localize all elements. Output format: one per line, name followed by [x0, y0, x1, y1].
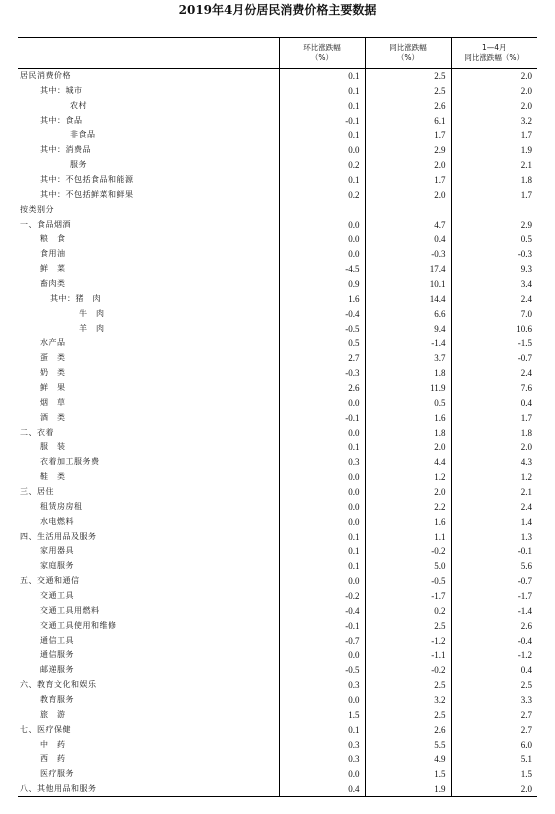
- table-row: [18, 529, 537, 544]
- table-row: [18, 143, 537, 158]
- yoy-value: 1.6: [365, 514, 451, 529]
- yoy-value: 6.1: [365, 113, 451, 128]
- table-row: [18, 395, 537, 410]
- table-row: [18, 277, 537, 292]
- ytd-value: 1.4: [451, 514, 537, 529]
- ytd-value: 2.4: [451, 291, 537, 306]
- yoy-value: 2.5: [365, 69, 451, 84]
- mom-value: 0.0: [279, 217, 365, 232]
- mom-value: 0.1: [279, 98, 365, 113]
- row-label: 非食品: [70, 130, 96, 140]
- ytd-value: [451, 202, 537, 217]
- ytd-value: 2.0: [451, 83, 537, 98]
- ytd-value: -1.7: [451, 589, 537, 604]
- yoy-value: [365, 202, 451, 217]
- row-label: 通信服务: [40, 650, 74, 660]
- page-title: 2019年4月份居民消费价格主要数据: [178, 3, 377, 17]
- row-label: 其中：猪 肉: [50, 293, 101, 303]
- ytd-value: 9.3: [451, 262, 537, 277]
- header-yoy-line2: （%）: [396, 53, 420, 62]
- yoy-value: 3.7: [365, 351, 451, 366]
- table-row: [18, 113, 537, 128]
- ytd-value: 4.3: [451, 455, 537, 470]
- row-label: 通信工具: [40, 635, 74, 645]
- row-label: 三、居住: [20, 486, 54, 496]
- header-ytd-line1: 1—4月: [481, 43, 507, 52]
- row-label: 教育服务: [40, 695, 74, 705]
- table-row: [18, 128, 537, 143]
- ytd-value: 3.2: [451, 113, 537, 128]
- mom-value: 0.1: [279, 559, 365, 574]
- yoy-value: 11.9: [365, 381, 451, 396]
- row-label: 八、其他用品和服务: [20, 783, 97, 793]
- table-row: [18, 425, 537, 440]
- yoy-value: 2.6: [365, 98, 451, 113]
- mom-value: 0.1: [279, 69, 365, 84]
- row-label: 鲜 果: [40, 382, 66, 392]
- ytd-value: 3.4: [451, 277, 537, 292]
- row-label: 二、衣着: [20, 427, 54, 437]
- cpi-table: [18, 37, 537, 797]
- yoy-value: 2.0: [365, 440, 451, 455]
- row-label: 水产品: [40, 338, 66, 348]
- mom-value: 0.0: [279, 693, 365, 708]
- row-label: 其中：不包括食品和能源: [40, 174, 134, 184]
- yoy-value: 4.4: [365, 455, 451, 470]
- yoy-value: 1.2: [365, 470, 451, 485]
- row-label: 五、交通和通信: [20, 576, 80, 586]
- yoy-value: -0.2: [365, 663, 451, 678]
- row-label: 医疗服务: [40, 769, 74, 779]
- mom-value: 0.2: [279, 158, 365, 173]
- row-label: 家庭服务: [40, 561, 74, 571]
- yoy-value: -1.7: [365, 589, 451, 604]
- ytd-value: 2.0: [451, 440, 537, 455]
- row-label: 鞋 类: [40, 472, 66, 482]
- ytd-value: 1.3: [451, 529, 537, 544]
- ytd-value: 2.0: [451, 69, 537, 84]
- row-label: 农村: [70, 100, 87, 110]
- yoy-value: -0.3: [365, 247, 451, 262]
- yoy-value: 5.0: [365, 559, 451, 574]
- mom-value: 0.0: [279, 485, 365, 500]
- row-label: 牛 肉: [79, 308, 105, 318]
- row-label: 六、教育文化和娱乐: [20, 680, 97, 690]
- yoy-value: 3.2: [365, 693, 451, 708]
- table-row: [18, 455, 537, 470]
- yoy-value: 4.7: [365, 217, 451, 232]
- mom-value: 0.0: [279, 470, 365, 485]
- ytd-value: 10.6: [451, 321, 537, 336]
- row-label: 奶 类: [40, 368, 66, 378]
- mom-value: 0.1: [279, 83, 365, 98]
- yoy-value: 2.5: [365, 707, 451, 722]
- mom-value: -0.3: [279, 366, 365, 381]
- mom-value: 2.7: [279, 351, 365, 366]
- yoy-value: 1.9: [365, 782, 451, 797]
- table-row: [18, 693, 537, 708]
- mom-value: 0.1: [279, 440, 365, 455]
- ytd-value: 2.4: [451, 366, 537, 381]
- table-row: [18, 98, 537, 113]
- yoy-value: 17.4: [365, 262, 451, 277]
- yoy-value: 0.2: [365, 603, 451, 618]
- mom-value: 0.0: [279, 648, 365, 663]
- mom-value: 0.3: [279, 752, 365, 767]
- mom-value: 2.6: [279, 381, 365, 396]
- table-row: [18, 722, 537, 737]
- row-label: 食用油: [40, 249, 66, 259]
- ytd-value: 1.9: [451, 143, 537, 158]
- ytd-value: 0.4: [451, 395, 537, 410]
- yoy-value: 1.7: [365, 173, 451, 188]
- table-row: [18, 83, 537, 98]
- mom-value: 0.0: [279, 395, 365, 410]
- mom-value: -4.5: [279, 262, 365, 277]
- ytd-value: 2.7: [451, 707, 537, 722]
- table-row: [18, 737, 537, 752]
- row-label: 粮 食: [40, 234, 66, 244]
- mom-value: 0.1: [279, 128, 365, 143]
- row-label: 交通工具: [40, 591, 74, 600]
- yoy-value: 1.8: [365, 366, 451, 381]
- mom-value: 0.1: [279, 722, 365, 737]
- mom-value: -0.4: [279, 306, 365, 321]
- row-label: 家用器具: [40, 546, 74, 556]
- ytd-value: 1.8: [451, 425, 537, 440]
- table-row: [18, 158, 537, 173]
- yoy-value: 6.6: [365, 306, 451, 321]
- table-row: [18, 707, 537, 722]
- row-label: 衣着加工服务费: [40, 457, 100, 467]
- ytd-value: 1.5: [451, 767, 537, 782]
- ytd-value: 7.6: [451, 381, 537, 396]
- table-row: [18, 485, 537, 500]
- header-mom-line2: （%）: [310, 53, 334, 62]
- header-mom: [279, 38, 365, 69]
- table-row: [18, 232, 537, 247]
- ytd-value: 3.3: [451, 693, 537, 708]
- table-row: [18, 217, 537, 232]
- row-label: 其中：城市: [40, 85, 83, 95]
- header-mom-line1: 环比涨跌幅: [303, 43, 341, 52]
- yoy-value: 2.2: [365, 499, 451, 514]
- yoy-value: 2.0: [365, 187, 451, 202]
- table-row: [18, 262, 537, 277]
- ytd-value: 2.1: [451, 485, 537, 500]
- table-row: [18, 440, 537, 455]
- mom-value: -0.1: [279, 618, 365, 633]
- yoy-value: 2.5: [365, 83, 451, 98]
- yoy-value: -0.2: [365, 544, 451, 559]
- ytd-value: 2.6: [451, 618, 537, 633]
- row-label: 服务: [70, 160, 87, 170]
- mom-value: [279, 202, 365, 217]
- mom-value: 0.0: [279, 514, 365, 529]
- row-label: 租赁房房租: [40, 501, 83, 511]
- yoy-value: -0.5: [365, 574, 451, 589]
- header-ytd-line2: 同比涨跌幅（%）: [464, 53, 525, 62]
- row-label: 交通工具用燃料: [40, 605, 100, 615]
- ytd-value: 1.2: [451, 470, 537, 485]
- mom-value: -0.5: [279, 321, 365, 336]
- table-body: [18, 69, 537, 797]
- row-label: 七、医疗保健: [20, 724, 71, 734]
- table-row: [18, 202, 537, 217]
- table-row: [18, 603, 537, 618]
- ytd-value: -0.3: [451, 247, 537, 262]
- row-label: 西 药: [40, 754, 66, 764]
- yoy-value: 1.1: [365, 529, 451, 544]
- row-label: 其中：不包括鲜菜和鲜果: [40, 189, 134, 199]
- ytd-value: 1.7: [451, 187, 537, 202]
- header-row: [18, 38, 537, 69]
- yoy-value: 0.4: [365, 232, 451, 247]
- ytd-value: 6.0: [451, 737, 537, 752]
- table-row: [18, 470, 537, 485]
- yoy-value: 10.1: [365, 277, 451, 292]
- yoy-value: 1.5: [365, 767, 451, 782]
- yoy-value: -1.1: [365, 648, 451, 663]
- yoy-value: 1.8: [365, 425, 451, 440]
- row-label: 居民消费价格: [20, 71, 71, 81]
- row-label: 羊 肉: [79, 323, 105, 333]
- table-row: [18, 559, 537, 574]
- ytd-value: 2.1: [451, 158, 537, 173]
- yoy-value: 2.0: [365, 158, 451, 173]
- table-row: [18, 618, 537, 633]
- row-label: 其中：食品: [40, 115, 83, 125]
- row-label: 中 药: [40, 739, 66, 749]
- yoy-value: 2.5: [365, 678, 451, 693]
- row-label: 邮递服务: [40, 665, 74, 675]
- mom-value: 1.5: [279, 707, 365, 722]
- header-yoy-line1: 同比涨跌幅: [389, 43, 427, 52]
- table-row: [18, 782, 537, 797]
- mom-value: 0.0: [279, 232, 365, 247]
- row-label: 酒 类: [40, 412, 66, 422]
- table-row: [18, 336, 537, 351]
- table-row: [18, 633, 537, 648]
- table-row: [18, 187, 537, 202]
- mom-value: 0.1: [279, 173, 365, 188]
- ytd-value: 1.7: [451, 410, 537, 425]
- ytd-value: -0.7: [451, 351, 537, 366]
- ytd-value: 1.8: [451, 173, 537, 188]
- table-row: [18, 351, 537, 366]
- table-row: [18, 381, 537, 396]
- yoy-value: 9.4: [365, 321, 451, 336]
- mom-value: -0.1: [279, 410, 365, 425]
- ytd-value: 2.0: [451, 98, 537, 113]
- mom-value: 0.1: [279, 544, 365, 559]
- yoy-value: 4.9: [365, 752, 451, 767]
- row-label: 按类别分: [20, 204, 54, 214]
- table-row: [18, 366, 537, 381]
- mom-value: 0.1: [279, 529, 365, 544]
- ytd-value: 7.0: [451, 306, 537, 321]
- row-label: 交通工具使用和维修: [40, 620, 117, 630]
- table-row: [18, 663, 537, 678]
- ytd-value: 1.7: [451, 128, 537, 143]
- yoy-value: 1.7: [365, 128, 451, 143]
- row-label: 蛋 类: [40, 353, 66, 363]
- ytd-value: 0.5: [451, 232, 537, 247]
- ytd-value: 5.6: [451, 559, 537, 574]
- mom-value: 0.3: [279, 455, 365, 470]
- table-row: [18, 678, 537, 693]
- mom-value: 0.0: [279, 425, 365, 440]
- mom-value: -0.1: [279, 113, 365, 128]
- yoy-value: -1.4: [365, 336, 451, 351]
- mom-value: 1.6: [279, 291, 365, 306]
- ytd-value: -1.4: [451, 603, 537, 618]
- mom-value: 0.3: [279, 737, 365, 752]
- yoy-value: 1.6: [365, 410, 451, 425]
- table-row: [18, 514, 537, 529]
- table-row: [18, 544, 537, 559]
- ytd-value: -0.1: [451, 544, 537, 559]
- row-label: 服 装: [40, 442, 66, 452]
- mom-value: 0.3: [279, 678, 365, 693]
- ytd-value: -0.7: [451, 574, 537, 589]
- ytd-value: -1.5: [451, 336, 537, 351]
- table-row: [18, 69, 537, 84]
- yoy-value: 14.4: [365, 291, 451, 306]
- yoy-value: 5.5: [365, 737, 451, 752]
- ytd-value: 2.5: [451, 678, 537, 693]
- mom-value: -0.7: [279, 633, 365, 648]
- table-row: [18, 247, 537, 262]
- table-row: [18, 321, 537, 336]
- table-row: [18, 410, 537, 425]
- header-ytd: [451, 38, 537, 69]
- ytd-value: 2.4: [451, 499, 537, 514]
- ytd-value: 2.7: [451, 722, 537, 737]
- mom-value: 0.2: [279, 187, 365, 202]
- mom-value: 0.0: [279, 574, 365, 589]
- table-row: [18, 173, 537, 188]
- mom-value: 0.5: [279, 336, 365, 351]
- row-label: 水电燃料: [40, 516, 74, 526]
- table-row: [18, 752, 537, 767]
- row-label: 鲜 菜: [40, 264, 66, 274]
- yoy-value: 2.0: [365, 485, 451, 500]
- row-label: 畜肉类: [40, 278, 66, 288]
- table-row: [18, 589, 537, 604]
- mom-value: 0.9: [279, 277, 365, 292]
- ytd-value: 2.9: [451, 217, 537, 232]
- table-row: [18, 291, 537, 306]
- row-label: 一、食品烟酒: [20, 219, 71, 229]
- table-row: [18, 648, 537, 663]
- yoy-value: 2.5: [365, 618, 451, 633]
- header-item: [18, 38, 279, 69]
- ytd-value: 2.0: [451, 782, 537, 797]
- mom-value: -0.4: [279, 603, 365, 618]
- row-label: 四、生活用品及服务: [20, 531, 97, 541]
- table-row: [18, 574, 537, 589]
- table-row: [18, 767, 537, 782]
- table-header: [18, 38, 537, 69]
- ytd-value: -1.2: [451, 648, 537, 663]
- mom-value: 0.0: [279, 143, 365, 158]
- mom-value: 0.0: [279, 499, 365, 514]
- header-yoy: [365, 38, 451, 69]
- mom-value: 0.0: [279, 767, 365, 782]
- row-label: 旅 游: [40, 709, 66, 719]
- mom-value: 0.4: [279, 782, 365, 797]
- ytd-value: 5.1: [451, 752, 537, 767]
- row-label: 烟 草: [40, 397, 66, 407]
- mom-value: 0.0: [279, 247, 365, 262]
- mom-value: -0.2: [279, 589, 365, 604]
- table-row: [18, 499, 537, 514]
- ytd-value: 0.4: [451, 663, 537, 678]
- yoy-value: -1.2: [365, 633, 451, 648]
- table-row: [18, 306, 537, 321]
- yoy-value: 2.9: [365, 143, 451, 158]
- row-label: 其中：消费品: [40, 145, 91, 155]
- ytd-value: -0.4: [451, 633, 537, 648]
- yoy-value: 2.6: [365, 722, 451, 737]
- mom-value: -0.5: [279, 663, 365, 678]
- yoy-value: 0.5: [365, 395, 451, 410]
